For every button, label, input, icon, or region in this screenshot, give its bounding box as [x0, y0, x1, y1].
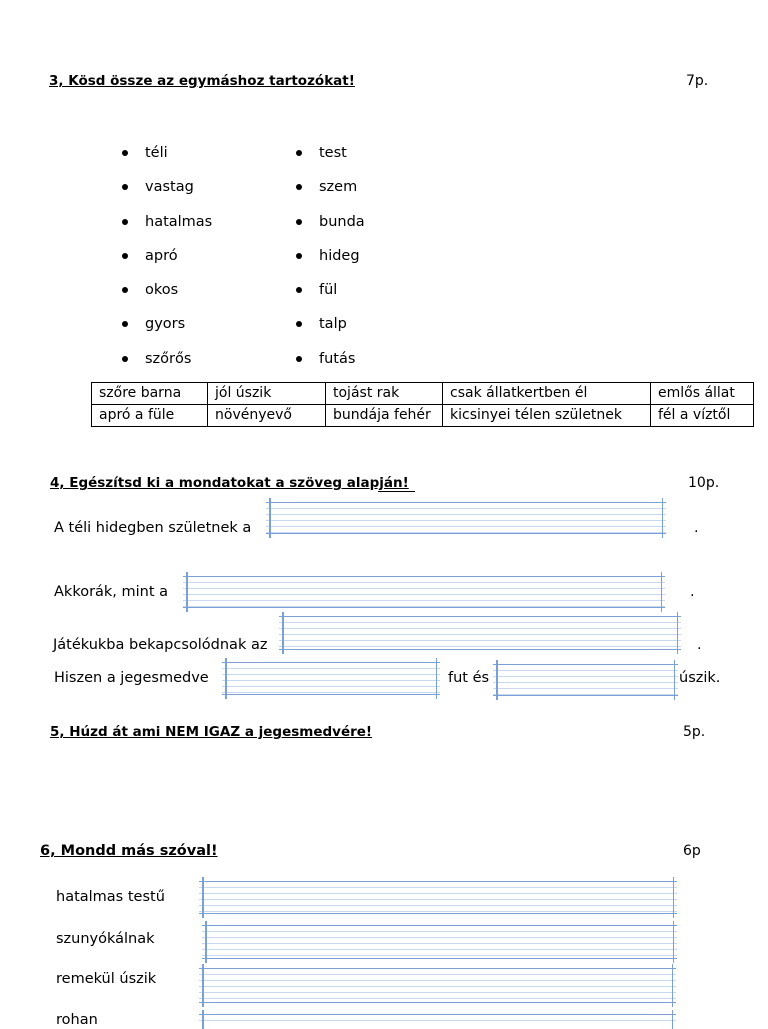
sentence-2-end: .: [690, 584, 695, 600]
synonym-item-2: szunyókálnak: [56, 931, 155, 947]
task4-heading-underline-extension: [378, 491, 415, 492]
synonym-item-1: hatalmas testű: [56, 889, 165, 905]
synonym-answer-field-2[interactable]: [202, 925, 677, 959]
table-row: [92, 405, 754, 427]
sentence-4-text-a: Hiszen a jegesmedve: [54, 670, 209, 686]
table-cell: bundája fehér: [326, 405, 443, 427]
task6-points: 6p: [683, 843, 701, 859]
left-word: téli: [119, 142, 212, 176]
right-word: talp: [293, 313, 365, 347]
sentence-4-text-b: fut és: [448, 670, 490, 686]
table-cell: tojást rak: [326, 383, 443, 405]
synonym-item-3: remekül úszik: [56, 971, 157, 987]
left-word: szőrős: [119, 348, 212, 382]
answer-field-3[interactable]: [279, 616, 681, 650]
right-word: fül: [293, 279, 365, 313]
table-cell: emlős állat: [651, 383, 754, 405]
task3-property-table: [91, 382, 754, 427]
synonym-answer-field-4[interactable]: [199, 1014, 676, 1024]
table-cell: növényevő: [208, 405, 326, 427]
left-word: okos: [119, 279, 212, 313]
synonym-answer-field-1[interactable]: [199, 881, 677, 914]
right-word: szem: [293, 176, 365, 210]
task3-heading: 3, Kösd össze az egymáshoz tartozókat!: [49, 73, 355, 89]
sentence-4-text-c: úszik.: [679, 670, 721, 686]
task4-heading: 4, Egészítsd ki a mondatokat a szöveg alapján!: [50, 475, 409, 491]
table-cell: kicsinyei télen születnek: [443, 405, 651, 427]
right-word: test: [293, 142, 365, 176]
right-word: futás: [293, 348, 365, 382]
synonym-answer-field-3[interactable]: [199, 968, 676, 1003]
table-cell: csak állatkertben él: [443, 383, 651, 405]
synonym-item-4: rohan: [56, 1012, 98, 1028]
task5-points: 5p.: [683, 724, 706, 740]
right-word: hideg: [293, 245, 365, 279]
task6-heading: 6, Mondd más szóval!: [40, 843, 218, 859]
answer-field-4a[interactable]: [222, 662, 440, 695]
right-word: bunda: [293, 211, 365, 245]
task3-points: 7p.: [686, 73, 709, 89]
task3-right-word-list: [293, 142, 365, 382]
table-cell: apró a füle: [92, 405, 208, 427]
left-word: apró: [119, 245, 212, 279]
task5-heading: 5, Húzd át ami NEM IGAZ a jegesmedvére!: [50, 724, 373, 740]
sentence-1-end: .: [694, 520, 699, 536]
answer-field-2[interactable]: [183, 576, 665, 608]
answer-field-4b[interactable]: [493, 664, 678, 696]
table-cell: fél a víztől: [651, 405, 754, 427]
table-row: [92, 383, 754, 405]
left-word: gyors: [119, 313, 212, 347]
answer-field-1[interactable]: [266, 502, 666, 534]
sentence-2-text: Akkorák, mint a: [54, 584, 169, 600]
table-cell: szőre barna: [92, 383, 208, 405]
task3-left-word-list: [119, 142, 212, 382]
left-word: hatalmas: [119, 211, 212, 245]
sentence-1-text: A téli hidegben születnek a: [54, 520, 252, 536]
sentence-3-end: .: [697, 637, 702, 653]
sentence-3-text: Játékukba bekapcsolódnak az: [53, 637, 268, 653]
task4-points: 10p.: [688, 475, 720, 491]
table-cell: jól úszik: [208, 383, 326, 405]
left-word: vastag: [119, 176, 212, 210]
